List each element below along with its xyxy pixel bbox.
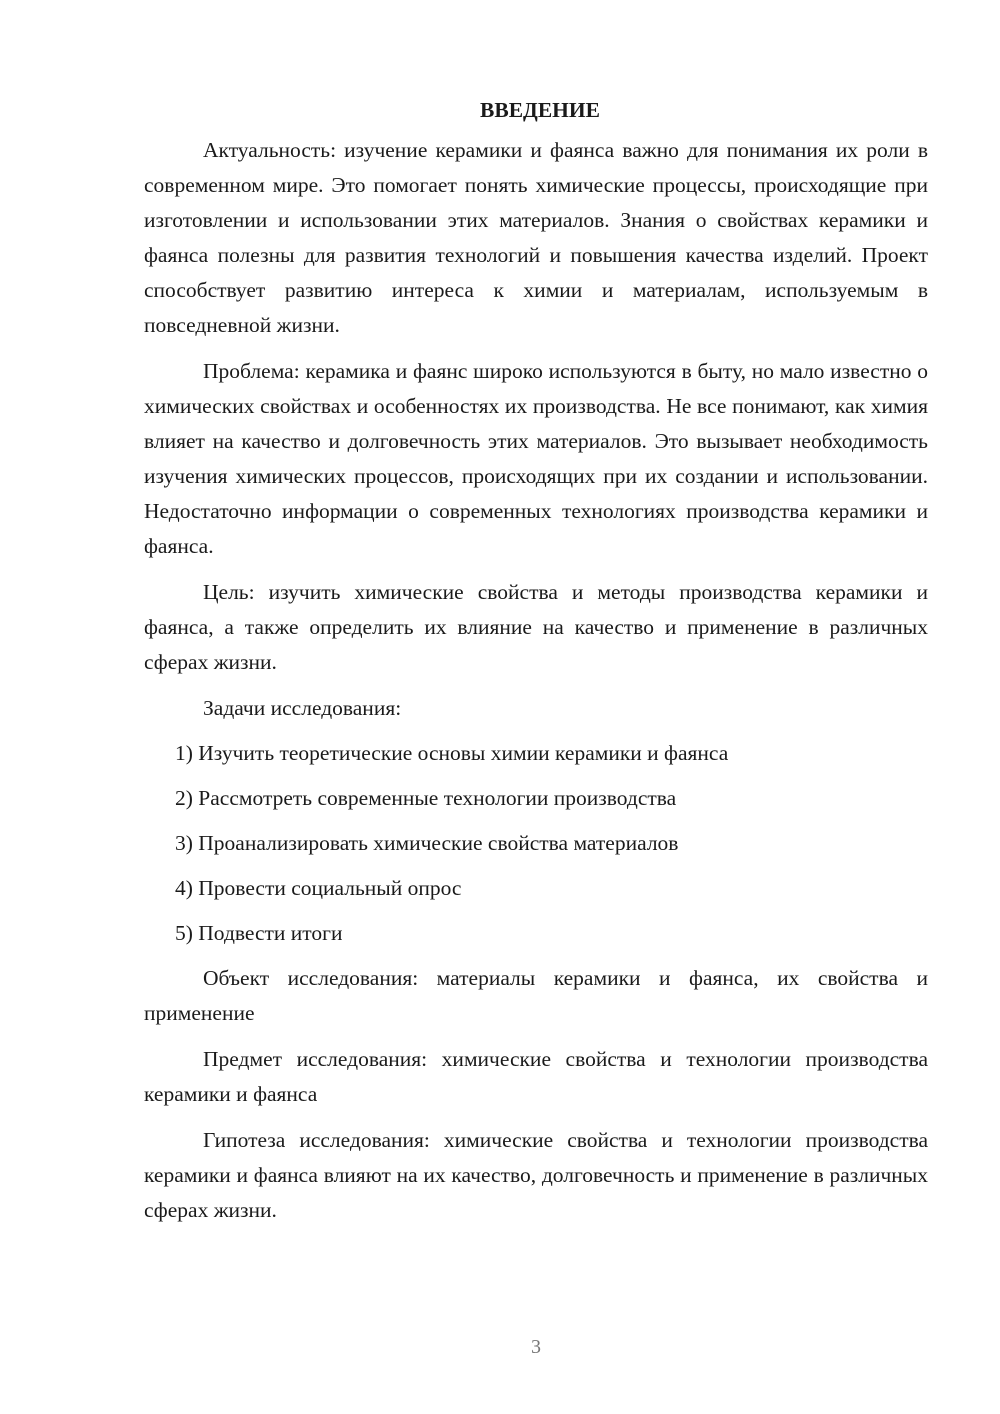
list-item: 5) Подвести итоги [175, 921, 343, 945]
page-number: 3 [531, 1336, 541, 1358]
tasks-heading: Задачи исследования: [203, 696, 402, 720]
relevance-paragraph: Актуальность: изучение керамики и фаянса важно для понимания их роли в современном мире. Это помогает понять химические процессы, происходящие при изготовлении и использовании этих материалов. Знания о свойствах керамики и фаянса полезны для развития технологий и повышения качества изделий. Проект способствует развитию интереса к химии и материалам, используемым в повседневной жизни. [144, 138, 928, 337]
list-item: 4) Провести социальный опрос [175, 876, 462, 900]
page-title: ВВЕДЕНИЕ [480, 98, 600, 122]
problem-paragraph: Проблема: керамика и фаянс широко используются в быту, но мало известно о химических свойствах и особенностях их производства. Не все понимают, как химия влияет на качество и долговечность этих материалов. Это вызывает необходимость изучения химических процессов, происходящих при их создании и использовании. Недостаточно информации о современных технологиях производства керамики и фаянса. [144, 359, 928, 558]
hypothesis-paragraph: Гипотеза исследования: химические свойства и технологии производства керамики и фаянса влияют на их качество, долговечность и применение в различных сферах жизни. [144, 1128, 928, 1222]
list-item: 1) Изучить теоретические основы химии керамики и фаянса [175, 741, 729, 765]
list-item: 3) Проанализировать химические свойства материалов [175, 831, 679, 855]
object-paragraph: Объект исследования: материалы керамики и фаянса, их свойства и применение [144, 966, 928, 1025]
list-item: 2) Рассмотреть современные технологии производства [175, 786, 677, 810]
goal-paragraph: Цель: изучить химические свойства и методы производства керамики и фаянса, а также определить их влияние на качество и применение в различных сферах жизни. [144, 580, 928, 674]
subject-paragraph: Предмет исследования: химические свойства и технологии производства керамики и фаянса [144, 1047, 928, 1106]
tasks-list [144, 736, 928, 951]
page-content [144, 93, 928, 1239]
